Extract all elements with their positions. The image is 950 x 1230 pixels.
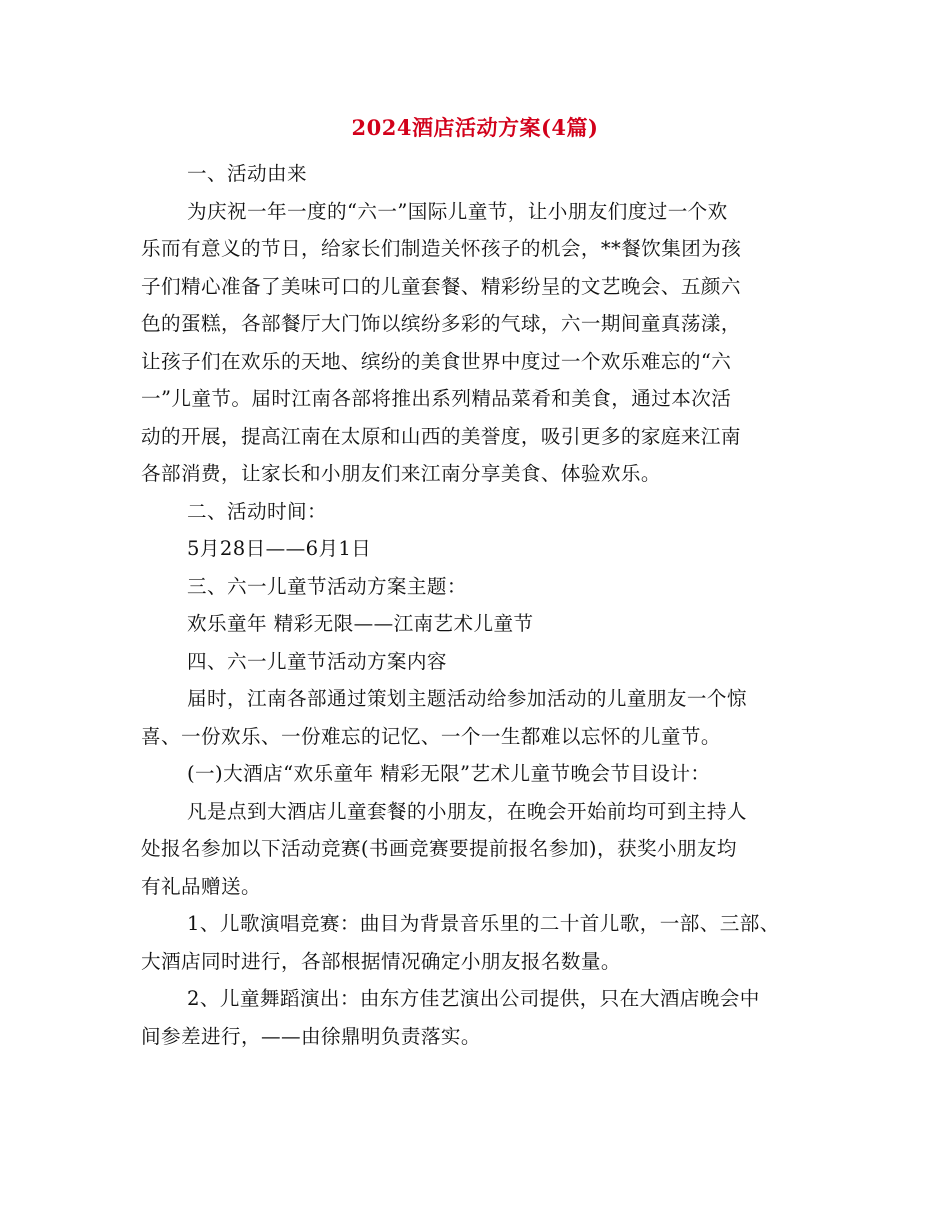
paragraph xyxy=(141,980,813,1055)
paragraph-line: 喜、一份欢乐、一份难忘的记忆、一个一生都难以忘怀的儿童节。 xyxy=(141,724,721,748)
paragraph xyxy=(141,755,813,793)
paragraph-line: 乐而有意义的节日，给家长们制造关怀孩子的机会，**餐饮集团为孩 xyxy=(141,237,742,260)
paragraph-line: 色的蛋糕，各部餐厅大门饰以缤纷多彩的气球，六一期间童真荡漾， xyxy=(141,312,741,335)
paragraph-line: 欢乐童年 精彩无限——江南艺术儿童节 xyxy=(187,612,534,635)
paragraph xyxy=(141,680,813,755)
paragraph-line: 届时，江南各部通过策划主题活动给参加活动的儿童朋友一个惊 xyxy=(187,687,747,710)
paragraph-line: 间参差进行，——由徐鼎明负责落实。 xyxy=(141,1024,481,1048)
paragraph-line: 四、六一儿童节活动方案内容 xyxy=(187,649,447,673)
paragraph-line: 动的开展，提高江南在太原和山西的美誉度，吸引更多的家庭来江南 xyxy=(141,424,741,448)
paragraph xyxy=(141,793,813,906)
paragraph-line: 一、活动由来 xyxy=(187,162,307,185)
paragraph xyxy=(141,643,813,681)
paragraph-line: 有礼品赠送。 xyxy=(141,874,261,898)
paragraph-line: 5月28日——6月1日 xyxy=(187,537,372,560)
document-title: 2024酒店活动方案(4篇) xyxy=(351,115,599,140)
paragraph xyxy=(141,905,813,980)
paragraph-line: 处报名参加以下活动竞赛(书画竞赛要提前报名参加)，获奖小朋友均 xyxy=(141,837,737,860)
paragraph xyxy=(141,193,813,493)
paragraph-line: 大酒店同时进行，各部根据情况确定小朋友报名数量。 xyxy=(141,949,621,973)
paragraph xyxy=(141,493,813,531)
paragraph-line: 为庆祝一年一度的“六一”国际儿童节，让小朋友们度过一个欢 xyxy=(187,199,728,223)
paragraph-line: 1、儿歌演唱竞赛：曲目为背景音乐里的二十首儿歌，一部、三部、 xyxy=(187,912,780,935)
document-body xyxy=(141,155,813,1055)
paragraph-line: 凡是点到大酒店儿童套餐的小朋友，在晚会开始前均可到主持人 xyxy=(187,799,747,823)
paragraph xyxy=(141,155,813,193)
paragraph-line: 一”儿童节。届时江南各部将推出系列精品菜肴和美食，通过本次活 xyxy=(141,387,732,410)
paragraph-line: 子们精心准备了美味可口的儿童套餐、精彩纷呈的文艺晚会、五颜六 xyxy=(141,274,741,298)
paragraph xyxy=(141,568,813,606)
paragraph-line: 二、活动时间： xyxy=(187,499,327,523)
paragraph-line: 2、儿童舞蹈演出：由东方佳艺演出公司提供，只在大酒店晚会中 xyxy=(187,987,760,1010)
paragraph xyxy=(141,530,813,568)
paragraph-line: 三、六一儿童节活动方案主题： xyxy=(187,574,467,598)
paragraph-line: (一)大酒店“欢乐童年 精彩无限”艺术儿童节晚会节目设计： xyxy=(187,762,711,785)
paragraph-line: 让孩子们在欢乐的天地、缤纷的美食世界中度过一个欢乐难忘的“六 xyxy=(141,349,732,373)
paragraph xyxy=(141,605,813,643)
paragraph-line: 各部消费，让家长和小朋友们来江南分享美食、体验欢乐。 xyxy=(141,462,661,485)
